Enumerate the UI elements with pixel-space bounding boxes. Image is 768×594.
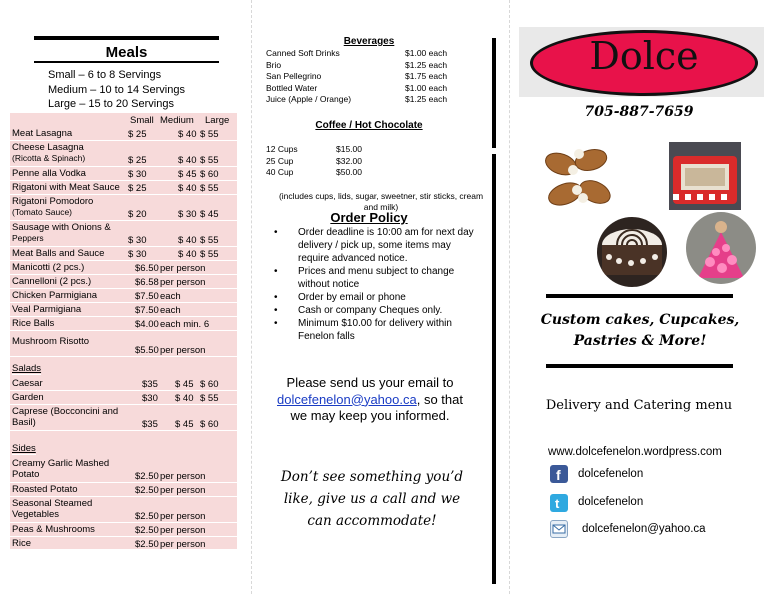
menu-item-name-text: Meat Lasagna [12,128,73,139]
menu-item-subname: (Ricotta & Spinach) [12,153,86,163]
price-large: $ 55 [200,155,219,166]
sides-label: Sides [12,443,36,454]
item-unit: each [160,291,181,302]
price-large: $ 55 [200,235,219,246]
price-large: $ 45 [200,209,219,220]
email-request-tail: , so that we may keep you informed. [290,391,463,423]
menu-row [10,261,237,275]
facebook-icon[interactable] [550,465,568,483]
beverage-row [266,48,447,60]
menu-item-name-text: Sausage with Onions & [12,222,111,233]
item-unit: per person [160,471,206,482]
menu-item-name [12,222,124,244]
beverage-name: San Pellegrino [266,71,322,81]
item-price: $7.50 [135,305,159,316]
menu-row [10,483,237,497]
menu-item-subname: (Tomato Sauce) [12,207,72,217]
item-price: $4.00 [135,319,159,330]
tagline-top-rule [546,294,733,298]
order-policy-title: Order Policy [330,210,408,225]
coffee-title: Coffee / Hot Chocolate [315,120,423,131]
beverage-price: $1.25 each [405,94,448,104]
menu-row [10,377,237,391]
price-large: $ 55 [200,183,219,194]
divider-bar-top [492,38,496,148]
menu-item-name-text: Rigatoni with Meat Sauce [12,182,120,193]
menu-item-name-text: Mushroom Risotto [12,336,90,347]
menu-item-name [12,524,124,535]
email-link[interactable]: dolcefenelon@yahoo.ca [277,391,417,407]
menu-row [10,289,237,303]
menu-item-name [12,248,124,259]
menu-row [10,141,237,167]
beverage-price: $1.75 each [405,71,448,81]
menu-item-name-text: Manicotti (2 pcs.) [12,262,85,273]
menu-item-name-text: Meat Balls and Sauce [12,248,105,259]
menu-item-subname: Basil) [12,417,36,428]
menu-item-name-text: Chicken Parmigiana [12,290,98,301]
coffee-size: 40 Cup [266,167,294,177]
menu-item-name [12,458,124,480]
menu-item-name [12,378,124,389]
servings-list [48,68,185,112]
item-price: $6.50 [135,263,159,274]
price-medium: $ 40 [178,129,197,140]
menu-item-name-text: Peas & Mushrooms [12,524,95,535]
beverages-list [266,48,447,106]
menu-item-name [12,262,124,273]
policy-item: • Order by email or phone [274,291,474,304]
policy-item: • Order deadline is 10:00 am for next day delivery / pick up, some items may require advanced notice. [274,226,474,265]
menu-row [10,275,237,289]
menu-item-name [12,336,124,347]
item-price: $2.50 [135,485,159,496]
beverage-row [266,83,447,95]
item-unit: each min. 6 [160,319,210,330]
price-small: $ 25 [128,129,147,140]
price-large: $ 55 [200,249,219,260]
servings-medium: Medium – 10 to 14 Servings [48,83,185,96]
email-address[interactable]: dolcefenelon@yahoo.ca [582,523,706,535]
price-small: $ 30 [128,169,147,180]
phone-number[interactable]: 705-887-7659 [584,104,694,120]
item-unit: per person [160,525,206,536]
item-price: $7.50 [135,291,159,302]
item-price: $5.50 [135,345,159,356]
servings-small: Small – 6 to 8 Servings [48,69,162,81]
chocolate-cake-photo [597,217,667,287]
coffee-size: 12 Cups [266,144,298,154]
price-medium: $ 45 [175,419,194,430]
servings-large: Large – 15 to 20 Servings [48,98,174,110]
menu-row [10,303,237,317]
menu-item-name [12,168,124,179]
menu-item-name [12,196,124,218]
item-unit: per person [160,485,206,496]
beverage-name: Brio [266,59,282,70]
price-large: $ 55 [200,393,219,404]
middle-panel [252,0,510,594]
tagline: Custom cakes, Cupcakes, Pastries & More! [540,312,740,349]
item-price: $2.50 [135,525,159,536]
price-medium: $ 45 [178,169,197,180]
price-medium: $ 40 [178,235,197,246]
menu-item-name [12,182,124,193]
menu-row [10,523,237,537]
coffee-price: $32.00 [336,155,362,166]
menu-row [10,195,237,221]
left-panel [0,0,252,594]
menu-item-name-text: Roasted Potato [12,484,78,495]
tagline-bottom-rule [546,364,733,368]
menu-row [10,457,237,483]
facebook-handle[interactable]: dolcefenelon [578,468,644,480]
salads-label: Salads [12,363,42,374]
menu-item-name-text: Penne alla Vodka [12,168,86,179]
menu-row [10,335,237,357]
item-unit: per person [160,263,206,274]
policy-item: • Minimum $10.00 for delivery within Fenelon falls [274,317,474,343]
item-unit: each [160,305,181,316]
menu-row [10,247,237,261]
beverage-row [266,71,447,83]
logo-text: Dolce [589,34,699,78]
menu-item-name-text: Creamy Garlic Mashed [12,458,110,469]
coffee-list [266,144,362,179]
beverages-title: Beverages [343,36,395,47]
menu-row [10,317,237,331]
price-large: $ 55 [200,129,219,140]
email-request [272,375,468,425]
race-car-cake-photo [669,142,741,210]
price-medium: $ 40 [178,249,197,260]
accommodate-note: Don’t see something you’d like, give us a call and we can accommodate! [280,469,464,529]
menu-item-name-text: Garden [12,392,44,403]
beverage-price: $1.00 each [405,82,448,93]
coffee-price: $50.00 [336,167,362,177]
email-icon[interactable] [550,520,568,538]
website-link[interactable]: www.dolcefenelon.wordpress.com [548,446,722,458]
item-unit: per person [160,539,206,550]
price-small: $ 25 [128,155,147,166]
price-small: $ 30 [128,235,147,246]
header-large: Large [205,115,230,126]
menu-row [10,391,237,405]
menu-item-name [12,128,124,139]
menu-item-subname: Potato [12,469,40,480]
menu-item-name [12,498,124,520]
menu-item-subname: Peppers [12,233,44,243]
email-request-text: Please send us your email to [286,375,454,390]
menu-item-name [12,392,124,403]
item-price: $2.50 [135,539,159,550]
menu-item-name-text: Rice [12,538,32,549]
menu-row [10,127,237,141]
price-medium: $ 40 [175,393,194,404]
menu-item-name [12,142,124,164]
policy-item: • Cash or company Cheques only. [274,304,474,317]
item-unit: per person [160,511,206,522]
price-medium: $ 40 [178,155,197,166]
menu-row [10,497,237,523]
menu-item-name [12,276,124,287]
coffee-price: $15.00 [336,144,362,154]
item-price: $6.58 [135,277,159,288]
beverage-row [266,60,447,72]
menu-item-name [12,304,124,315]
meals-bottom-rule [34,61,219,63]
coffee-row [266,156,362,168]
beverage-name: Canned Soft Drinks [266,48,340,58]
coffee-includes: (includes cups, lids, sugar, sweetner, stir sticks, cream and milk) [278,191,484,212]
menu-row [10,405,237,431]
right-panel [510,0,768,594]
price-small: $ 30 [128,249,147,260]
order-policy-list [274,226,474,343]
svg-text:t: t [555,496,560,511]
price-large: $ 60 [200,419,219,430]
menu-row [10,221,237,247]
menu-item-name [12,318,124,329]
menu-table [10,113,237,549]
twitter-icon[interactable] [550,494,568,512]
beverage-row [266,94,447,106]
item-unit: per person [160,345,206,356]
price-large: $ 60 [200,379,219,390]
meals-top-rule [34,36,219,40]
doll-cake-photo [686,212,756,284]
svg-text:f: f [556,467,561,483]
menu-item-name-text: Cheese Lasagna [12,142,84,153]
menu-item-name [12,538,124,549]
price-small: $ 20 [128,209,147,220]
coffee-row [266,144,362,156]
divider-bar-bottom [492,154,496,584]
beverage-name: Juice (Apple / Orange) [266,94,352,104]
price-medium: $ 30 [178,209,197,220]
twitter-handle[interactable]: dolcefenelon [578,496,644,508]
price-small: $30 [142,393,158,404]
delivery-subtitle: Delivery and Catering menu [545,398,733,413]
price-small: $35 [142,379,158,390]
menu-item-name-text: Seasonal Steamed [12,498,93,509]
menu-item-name [12,290,124,301]
menu-item-name-text: Caesar [12,378,43,389]
item-price: $2.50 [135,471,159,482]
menu-item-name [12,484,124,495]
menu-item-name [12,406,124,428]
beverage-price: $1.00 each [405,48,448,58]
item-price: $2.50 [135,511,159,522]
menu-item-subname: Vegetables [12,509,60,520]
coffee-size: 25 Cup [266,155,294,166]
item-unit: per person [160,277,206,288]
price-small: $ 25 [128,183,147,194]
menu-row [10,537,237,551]
menu-item-name-text: Caprese (Bocconcini and [12,406,119,417]
header-medium: Medium [160,115,194,126]
price-medium: $ 40 [178,183,197,194]
beverage-price: $1.25 each [405,59,448,70]
menu-item-name-text: Rice Balls [12,318,55,329]
cannoli-photo [543,142,613,217]
header-small: Small [130,115,154,126]
meals-title: Meals [105,44,148,61]
menu-item-name-text: Rigatoni Pomodoro [12,196,94,207]
price-small: $35 [142,419,158,430]
coffee-row [266,167,362,179]
beverage-name: Bottled Water [266,82,318,93]
price-large: $ 60 [200,169,219,180]
menu-item-name-text: Cannelloni (2 pcs.) [12,276,92,287]
price-medium: $ 45 [175,379,194,390]
menu-row [10,167,237,181]
menu-row [10,181,237,195]
policy-item: • Prices and menu subject to change without notice [274,265,474,291]
menu-item-name-text: Veal Parmigiana [12,304,82,315]
